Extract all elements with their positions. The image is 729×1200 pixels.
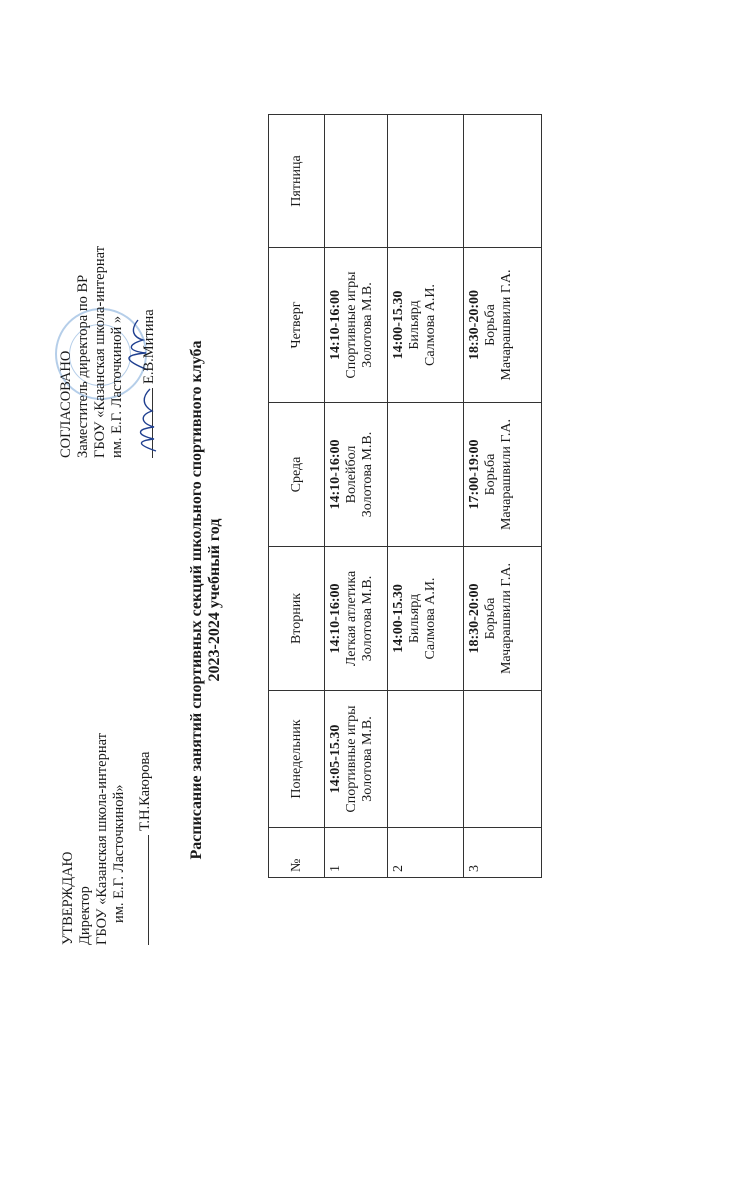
session-teacher: Мачарашвили Г.А. — [499, 562, 514, 675]
agreement-signatory: Е.В.Митина — [141, 309, 157, 384]
session-teacher: Золотова М.В. — [360, 431, 375, 518]
session-teacher: Салмова А.И. — [423, 577, 438, 660]
schedule-cell-tuesday — [388, 547, 464, 691]
approval-org-line2: им. Е.Г. Ласточкиной» — [111, 784, 127, 923]
table-row — [464, 115, 542, 878]
header-tuesday: Вторник — [269, 547, 325, 691]
session-activity: Бильярд — [407, 300, 422, 350]
schedule-table — [268, 114, 542, 878]
row-number: 1 — [325, 828, 388, 878]
session-time: 18:30-20:00 — [467, 583, 482, 654]
schedule-cell-thursday — [464, 248, 542, 403]
schedule-cell-wednesday — [464, 403, 542, 547]
approval-signatory: Т.Н.Каюрова — [137, 751, 153, 831]
session-time: 14:05-15.30 — [328, 724, 343, 794]
session-activity: Борьба — [483, 304, 498, 346]
session-time: 14:10-16:00 — [328, 290, 343, 360]
session-time: 18:30-20:00 — [467, 290, 482, 360]
session-teacher: Золотова М.В. — [360, 575, 375, 662]
session-activity: Борьба — [483, 453, 498, 496]
schedule-cell-thursday — [325, 248, 388, 403]
schedule-cell-wednesday — [325, 403, 388, 547]
schedule-cell-thursday — [388, 248, 464, 403]
session-time: 17:00-19:00 — [467, 439, 482, 510]
header-wednesday: Среда — [269, 403, 325, 547]
table-header-row — [269, 115, 325, 878]
approval-org-line1: ГБОУ «Казанская школа-интернат — [94, 733, 110, 945]
agreement-position: Заместитель директора по ВР — [75, 274, 91, 458]
schedule-cell-friday — [388, 115, 464, 248]
session-activity: Бильярд — [407, 593, 422, 644]
session-teacher: Мачарашвили Г.А. — [499, 269, 514, 381]
schedule-cell-friday — [325, 115, 388, 248]
session-teacher: Салмова А.И. — [423, 284, 438, 366]
header-thursday: Четверг — [269, 248, 325, 403]
header-friday: Пятница — [269, 115, 325, 248]
schedule-cell-wednesday — [388, 403, 464, 547]
schedule-cell-tuesday — [464, 547, 542, 691]
session-activity: Легкая атлетика — [344, 570, 359, 667]
schedule-cell-tuesday — [325, 547, 388, 691]
session-activity: Спортивные игры — [344, 271, 359, 379]
session-time: 14:00-15.30 — [391, 584, 406, 653]
schedule-cell-friday — [464, 115, 542, 248]
title-line2: 2023-2024 учебный год — [206, 518, 223, 682]
schedule-title — [188, 0, 224, 1200]
session-activity: Волейбол — [344, 445, 359, 504]
table-row — [388, 115, 464, 878]
header-number: № — [269, 828, 325, 878]
session-teacher: Золотова М.В. — [360, 716, 375, 802]
table-row — [325, 115, 388, 878]
schedule-cell-monday — [325, 691, 388, 828]
approval-position: Директор — [77, 886, 93, 945]
session-activity: Спортивные игры — [344, 705, 359, 813]
schedule-cell-monday — [388, 691, 464, 828]
agreement-org-line2: им. Е.Г. Ласточкиной » — [109, 315, 125, 458]
session-time: 14:10-16:00 — [328, 439, 343, 510]
agreement-org-line1: ГБОУ «Казанская школа-интернат — [92, 246, 108, 458]
agreement-heading: СОГЛАСОВАНО — [58, 350, 74, 458]
title-line1: Расписание занятий спортивных секций школьного спортивного клуба — [188, 340, 205, 860]
deputy-signature — [128, 385, 168, 455]
schedule-cell-monday — [464, 691, 542, 828]
row-number: 2 — [388, 828, 464, 878]
session-activity: Борьба — [483, 597, 498, 640]
session-time: 14:00-15.30 — [391, 290, 406, 360]
row-number: 3 — [464, 828, 542, 878]
header-monday: Понедельник — [269, 691, 325, 828]
approval-block — [60, 733, 154, 945]
session-teacher: Золотова М.В. — [360, 282, 375, 368]
session-time: 14:10-16:00 — [328, 583, 343, 654]
session-teacher: Мачарашвили Г.А. — [499, 418, 514, 531]
approval-heading: УТВЕРЖДАЮ — [60, 851, 76, 945]
